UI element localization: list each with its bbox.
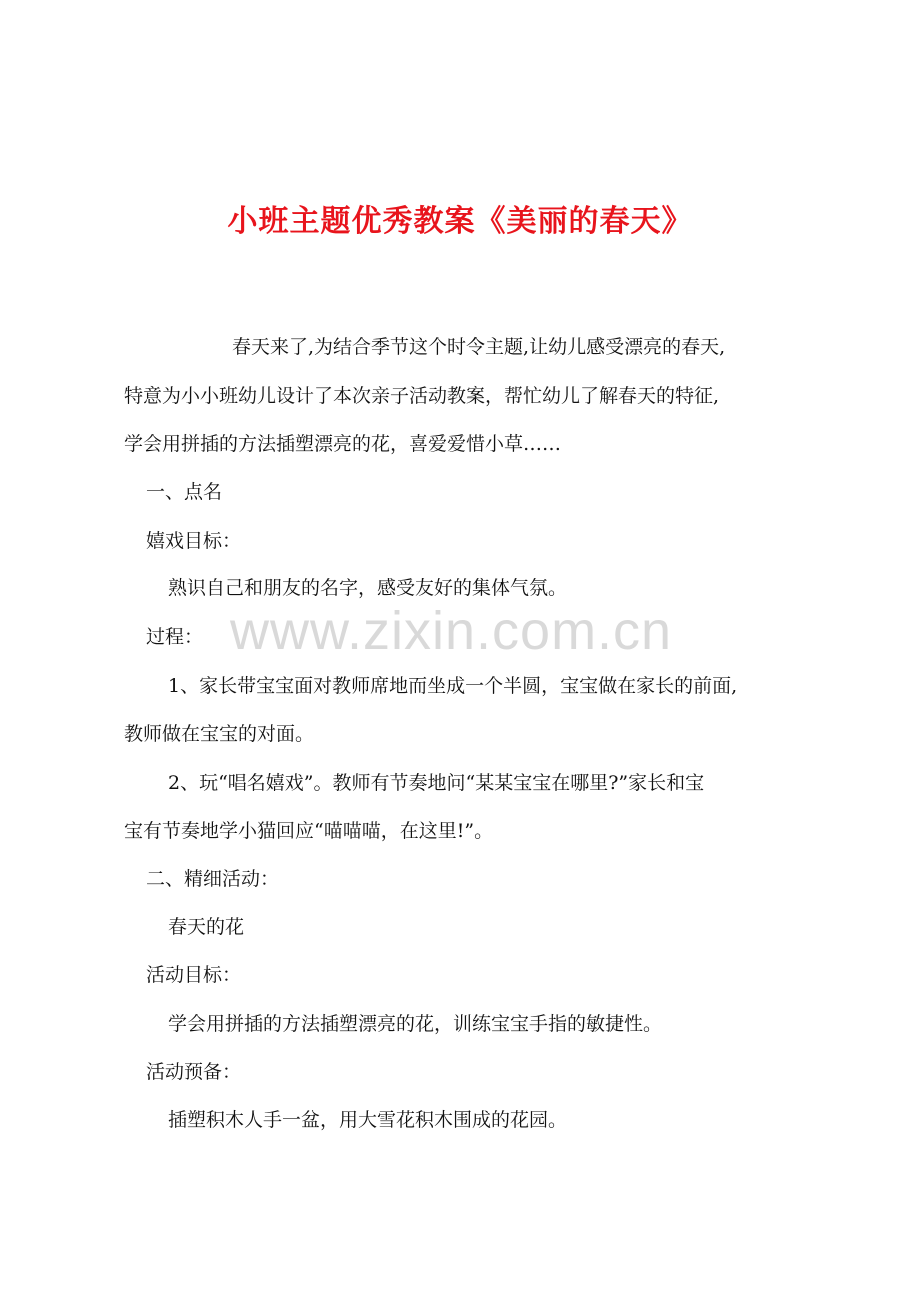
section-1-goal-text: 熟识自己和朋友的名字，感受友好的集体气氛。 bbox=[168, 577, 568, 599]
section-1-heading: 一、点名 bbox=[146, 481, 223, 503]
intro-line-3: 学会用拼插的方法插塑漂亮的花，喜爱爱惜小草…… bbox=[124, 433, 562, 455]
document-title: 小班主题优秀教案《美丽的春天》 bbox=[227, 204, 693, 239]
section-1-process-label: 过程： bbox=[146, 626, 204, 648]
step-1-line-1: 1、家长带宝宝面对教师席地而坐成一个半圆，宝宝做在家长的前面, bbox=[168, 675, 738, 697]
section-1-goal-label: 嬉戏目标： bbox=[146, 530, 242, 552]
step-2-line-1: 2、玩“唱名嬉戏”。教师有节奏地问“某某宝宝在哪里?”家长和宝 bbox=[168, 772, 705, 794]
step-2-line-2: 宝有节奏地学小猫回应“喵喵喵，在这里!”。 bbox=[124, 820, 494, 842]
watermark: www.zixin.com.cn bbox=[230, 601, 673, 661]
section-2-goal-text: 学会用拼插的方法插塑漂亮的花，训练宝宝手指的敏捷性。 bbox=[168, 1013, 663, 1035]
section-2-activity-title: 春天的花 bbox=[168, 916, 245, 938]
section-2-prep-label: 活动预备： bbox=[146, 1061, 242, 1083]
section-2-heading: 二、精细活动： bbox=[146, 868, 280, 890]
intro-line-2: 特意为小小班幼儿设计了本次亲子活动教案，帮忙幼儿了解春天的特征, bbox=[124, 385, 720, 407]
section-2-goal-label: 活动目标： bbox=[146, 964, 242, 986]
section-2-prep-text: 插塑积木人手一盆，用大雪花积木围成的花园。 bbox=[168, 1109, 568, 1131]
intro-line-1: 春天来了,为结合季节这个时令主题,让幼儿感受漂亮的春天, bbox=[232, 336, 726, 358]
step-1-line-2: 教师做在宝宝的对面。 bbox=[124, 723, 315, 745]
